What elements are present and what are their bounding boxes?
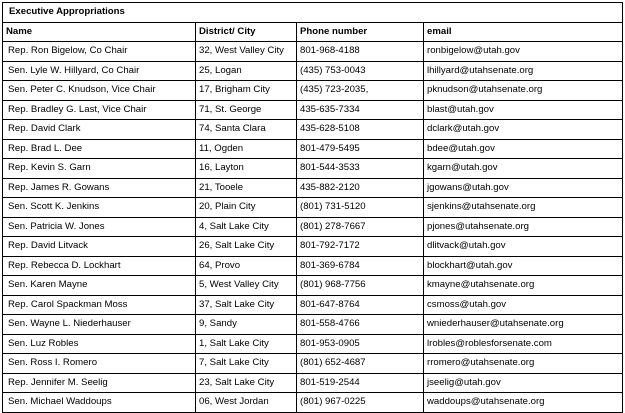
member-district: 17, Brigham City	[196, 81, 297, 101]
member-district: 26, Salt Lake City	[196, 237, 297, 257]
member-phone: 801-544-3533	[297, 159, 424, 179]
member-name: Sen. Peter C. Knudson, Vice Chair	[3, 81, 196, 101]
member-email: blast@utah.gov	[424, 100, 623, 120]
member-name: Rep. Kevin S. Garn	[3, 159, 196, 179]
table-row	[3, 61, 623, 81]
member-district: 32, West Valley City	[196, 42, 297, 62]
member-phone: 435-628-5108	[297, 120, 424, 140]
table-row	[3, 139, 623, 159]
header-phone: Phone number	[297, 22, 424, 42]
member-district: 23, Salt Lake City	[196, 373, 297, 393]
member-name: Rep. Brad L. Dee	[3, 139, 196, 159]
member-email: dclark@utah.gov	[424, 120, 623, 140]
member-phone: (435) 723-2035,	[297, 81, 424, 101]
member-phone: (801) 278-7667	[297, 217, 424, 237]
member-email: pknudson@utahsenate.org	[424, 81, 623, 101]
member-district: 1, Salt Lake City	[196, 334, 297, 354]
member-phone: (801) 967-0225	[297, 393, 424, 413]
member-district: 25, Logan	[196, 61, 297, 81]
member-name: Sen. Michael Waddoups	[3, 393, 196, 413]
member-name: Sen. Scott K. Jenkins	[3, 198, 196, 218]
member-name: Rep. David Clark	[3, 120, 196, 140]
member-name: Rep. Bradley G. Last, Vice Chair	[3, 100, 196, 120]
table-header-row	[3, 22, 623, 42]
table-row	[3, 354, 623, 374]
header-email: email	[424, 22, 623, 42]
table-row	[3, 217, 623, 237]
table-row	[3, 198, 623, 218]
member-district: 4, Salt Lake City	[196, 217, 297, 237]
appropriations-table	[2, 2, 623, 413]
member-email: rromero@utahsenate.org	[424, 354, 623, 374]
member-district: 7, Salt Lake City	[196, 354, 297, 374]
member-email: bdee@utah.gov	[424, 139, 623, 159]
member-email: ronbigelow@utah.gov	[424, 42, 623, 62]
table-row	[3, 334, 623, 354]
table-row	[3, 256, 623, 276]
table-row	[3, 120, 623, 140]
member-name: Rep. James R. Gowans	[3, 178, 196, 198]
member-phone: 435-635-7334	[297, 100, 424, 120]
header-district: District/ City	[196, 22, 297, 42]
table-title-row	[3, 3, 623, 23]
member-email: kmayne@utahsenate.org	[424, 276, 623, 296]
member-email: waddoups@utahsenate.org	[424, 393, 623, 413]
member-phone: (801) 968-7756	[297, 276, 424, 296]
table-row	[3, 276, 623, 296]
member-name: Rep. Jennifer M. Seelig	[3, 373, 196, 393]
member-name: Rep. Ron Bigelow, Co Chair	[3, 42, 196, 62]
table-row	[3, 178, 623, 198]
member-email: sjenkins@utahsenate.org	[424, 198, 623, 218]
member-phone: (801) 652-4687	[297, 354, 424, 374]
member-name: Sen. Luz Robles	[3, 334, 196, 354]
member-district: 16, Layton	[196, 159, 297, 179]
member-email: dlitvack@utah.gov	[424, 237, 623, 257]
member-phone: 801-558-4766	[297, 315, 424, 335]
member-name: Rep. Carol Spackman Moss	[3, 295, 196, 315]
member-email: kgarn@utah.gov	[424, 159, 623, 179]
table-row	[3, 295, 623, 315]
member-phone: 801-968-4188	[297, 42, 424, 62]
table-row	[3, 373, 623, 393]
table-row	[3, 159, 623, 179]
member-email: pjones@utahsenate.org	[424, 217, 623, 237]
member-name: Sen. Karen Mayne	[3, 276, 196, 296]
table-row	[3, 393, 623, 413]
member-district: 06, West Jordan	[196, 393, 297, 413]
member-district: 5, West Valley City	[196, 276, 297, 296]
member-email: wniederhauser@utahsenate.org	[424, 315, 623, 335]
member-phone: (435) 753-0043	[297, 61, 424, 81]
member-district: 74, Santa Clara	[196, 120, 297, 140]
member-district: 64, Provo	[196, 256, 297, 276]
member-phone: 801-369-6784	[297, 256, 424, 276]
member-email: lhillyard@utahsenate.org	[424, 61, 623, 81]
member-district: 21, Tooele	[196, 178, 297, 198]
header-name: Name	[3, 22, 196, 42]
member-name: Rep. Rebecca D. Lockhart	[3, 256, 196, 276]
table-row	[3, 81, 623, 101]
member-phone: 801-792-7172	[297, 237, 424, 257]
member-phone: 801-519-2544	[297, 373, 424, 393]
member-district: 11, Ogden	[196, 139, 297, 159]
member-phone: 801-953-0905	[297, 334, 424, 354]
table-row	[3, 42, 623, 62]
member-name: Sen. Wayne L. Niederhauser	[3, 315, 196, 335]
member-district: 37, Salt Lake City	[196, 295, 297, 315]
member-email: jseelig@utah.gov	[424, 373, 623, 393]
member-email: jgowans@utah.gov	[424, 178, 623, 198]
member-email: lrobles@roblesforsenate.com	[424, 334, 623, 354]
member-phone: 801-647-8764	[297, 295, 424, 315]
table-row	[3, 315, 623, 335]
member-district: 9, Sandy	[196, 315, 297, 335]
member-phone: 435-882-2120	[297, 178, 424, 198]
table-row	[3, 100, 623, 120]
member-district: 20, Plain City	[196, 198, 297, 218]
table-title: Executive Appropriations	[3, 3, 623, 23]
member-phone: (801) 731-5120	[297, 198, 424, 218]
member-name: Sen. Ross I. Romero	[3, 354, 196, 374]
member-phone: 801-479-5495	[297, 139, 424, 159]
member-district: 71, St. George	[196, 100, 297, 120]
member-email: csmoss@utah.gov	[424, 295, 623, 315]
member-email: blockhart@utah.gov	[424, 256, 623, 276]
member-name: Sen. Patricia W. Jones	[3, 217, 196, 237]
member-name: Sen. Lyle W. Hillyard, Co Chair	[3, 61, 196, 81]
table-row	[3, 237, 623, 257]
member-name: Rep. David Litvack	[3, 237, 196, 257]
